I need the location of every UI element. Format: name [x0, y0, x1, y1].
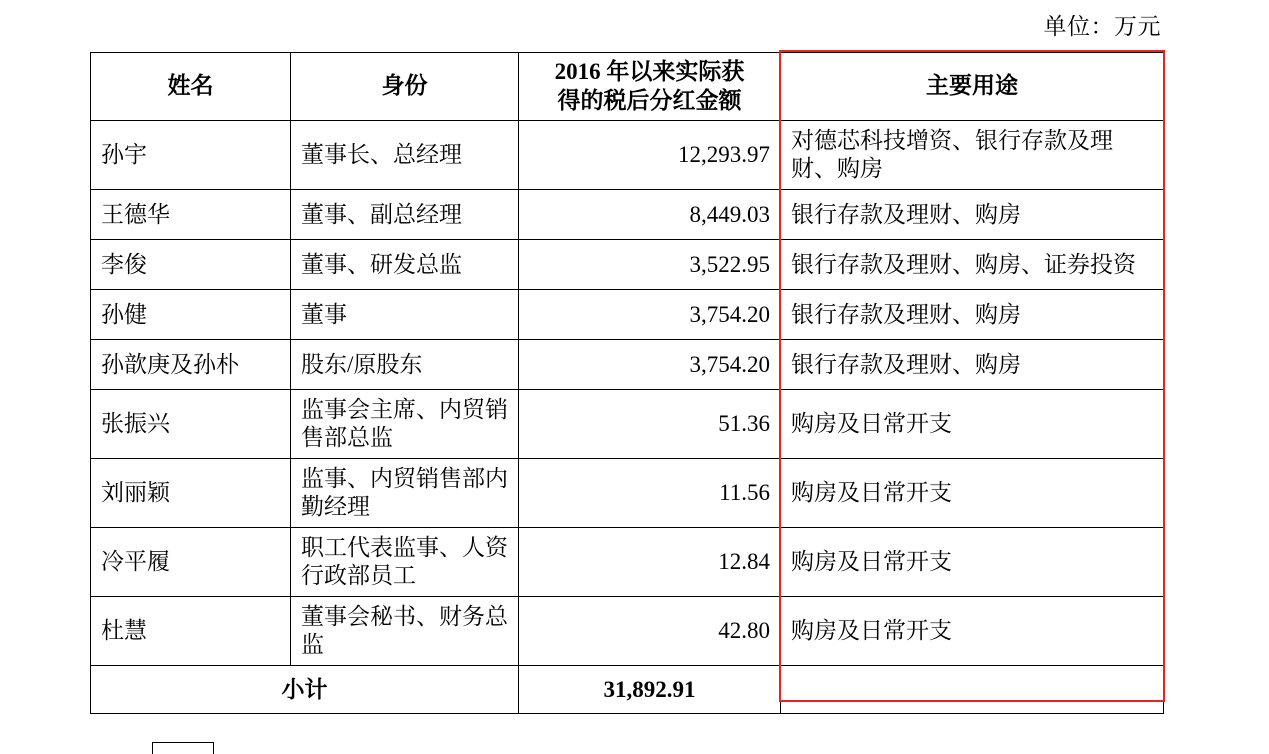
table-body [91, 121, 1164, 714]
cell-name: 李俊 [91, 240, 291, 290]
cell-role: 股东/原股东 [291, 340, 519, 390]
cell-name: 孙歆庚及孙朴 [91, 340, 291, 390]
table-row [91, 597, 1164, 666]
cell-use: 对德芯科技增资、银行存款及理财、购房 [781, 121, 1164, 190]
table-row [91, 340, 1164, 390]
cell-use: 银行存款及理财、购房 [781, 340, 1164, 390]
cell-amount: 11.56 [519, 459, 781, 528]
table-row [91, 390, 1164, 459]
cell-name: 杜慧 [91, 597, 291, 666]
cell-amount: 3,754.20 [519, 290, 781, 340]
cell-amount: 3,522.95 [519, 240, 781, 290]
table-row [91, 240, 1164, 290]
cell-use: 银行存款及理财、购房 [781, 290, 1164, 340]
cell-name: 冷平履 [91, 528, 291, 597]
column-header-role: 身份 [291, 53, 519, 121]
cell-amount: 42.80 [519, 597, 781, 666]
cell-role: 董事 [291, 290, 519, 340]
cell-amount: 12,293.97 [519, 121, 781, 190]
cell-name: 王德华 [91, 190, 291, 240]
cell-use: 购房及日常开支 [781, 459, 1164, 528]
page-bottom-table-stub [152, 742, 214, 754]
table-row [91, 528, 1164, 597]
cell-use: 购房及日常开支 [781, 597, 1164, 666]
cell-use: 银行存款及理财、购房、证券投资 [781, 240, 1164, 290]
column-header-use: 主要用途 [781, 53, 1164, 121]
cell-amount: 51.36 [519, 390, 781, 459]
cell-name: 刘丽颖 [91, 459, 291, 528]
column-header-name: 姓名 [91, 53, 291, 121]
cell-role: 董事、副总经理 [291, 190, 519, 240]
subtotal-amount: 31,892.91 [519, 666, 781, 714]
dividend-table [90, 52, 1164, 714]
cell-use: 购房及日常开支 [781, 528, 1164, 597]
column-header-amount-line2: 得的税后分红金额 [557, 87, 742, 113]
table-row [91, 459, 1164, 528]
table-header [91, 53, 1164, 121]
cell-role: 董事会秘书、财务总监 [291, 597, 519, 666]
cell-role: 监事、内贸销售部内勤经理 [291, 459, 519, 528]
header-row [91, 53, 1164, 121]
cell-amount: 8,449.03 [519, 190, 781, 240]
subtotal-use [781, 666, 1164, 714]
unit-note: 单位：万元 [1043, 14, 1161, 39]
table-row [91, 290, 1164, 340]
cell-role: 董事长、总经理 [291, 121, 519, 190]
column-header-amount-line1: 2016 年以来实际获 [554, 59, 745, 85]
cell-name: 孙宇 [91, 121, 291, 190]
cell-amount: 12.84 [519, 528, 781, 597]
subtotal-label: 小计 [91, 666, 519, 714]
column-header-amount [519, 53, 781, 121]
table-row [91, 190, 1164, 240]
table-row [91, 121, 1164, 190]
cell-amount: 3,754.20 [519, 340, 781, 390]
cell-role: 监事会主席、内贸销售部总监 [291, 390, 519, 459]
dividend-table-container [90, 52, 1163, 714]
cell-name: 孙健 [91, 290, 291, 340]
cell-role: 职工代表监事、人资行政部员工 [291, 528, 519, 597]
cell-name: 张振兴 [91, 390, 291, 459]
subtotal-row [91, 666, 1164, 714]
cell-use: 银行存款及理财、购房 [781, 190, 1164, 240]
cell-use: 购房及日常开支 [781, 390, 1164, 459]
cell-role: 董事、研发总监 [291, 240, 519, 290]
